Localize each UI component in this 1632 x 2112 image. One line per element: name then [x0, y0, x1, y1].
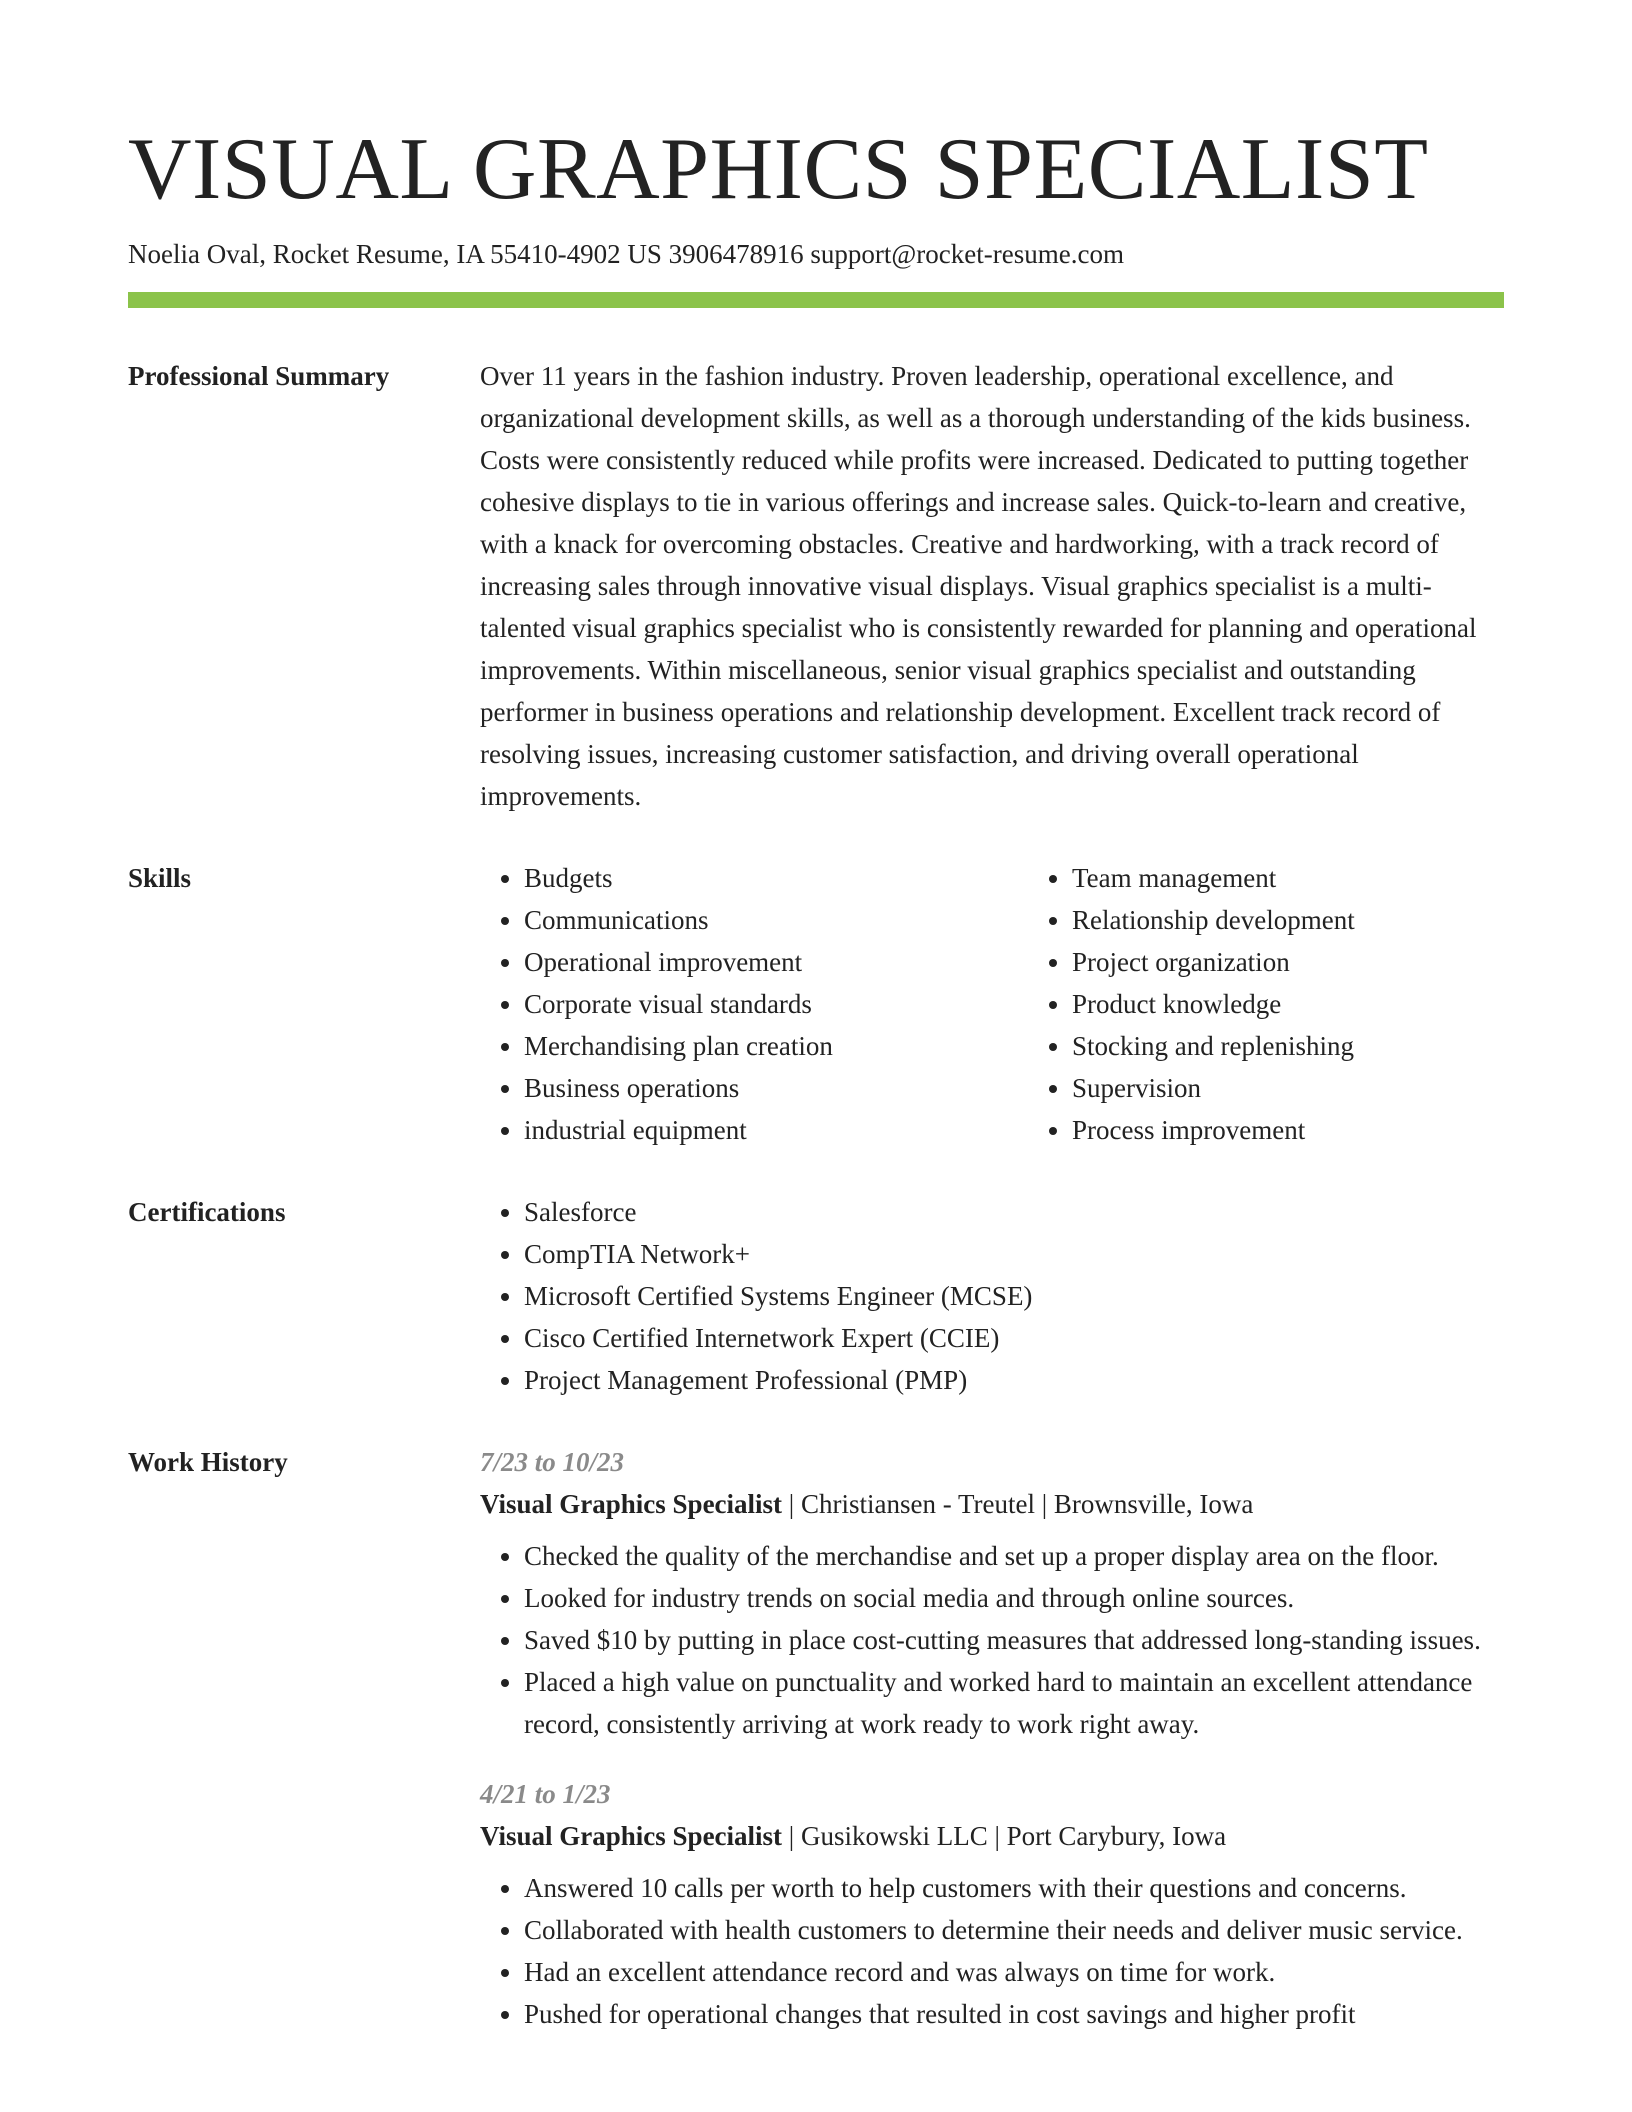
- skill-item: • Supervision: [1072, 1067, 1576, 1109]
- certifications-list: [480, 1191, 1504, 1401]
- skill-item: • Relationship development: [1072, 899, 1576, 941]
- skill-item: • Corporate visual standards: [524, 983, 1028, 1025]
- section-label-summary: Professional Summary: [128, 361, 390, 391]
- job-entry: [480, 1773, 1504, 2035]
- skill-item: • Business operations: [524, 1067, 1028, 1109]
- job-bullet: • Saved $10 by putting in place cost-cutting measures that addressed long-standing issues.: [524, 1619, 1504, 1661]
- certification-item: • Microsoft Certified Systems Engineer (MCSE): [524, 1275, 1504, 1317]
- work-history-section: [128, 1441, 1504, 2035]
- job-bullet: • Pushed for operational changes that resulted in cost savings and higher profit: [524, 1993, 1504, 2035]
- job-bullet: • Had an excellent attendance record and was always on time for work.: [524, 1951, 1504, 1993]
- skill-item: • Project organization: [1072, 941, 1576, 983]
- job-heading: [480, 1483, 1504, 1525]
- certification-item: • Cisco Certified Internetwork Expert (CCIE): [524, 1317, 1504, 1359]
- certification-item: • Project Management Professional (PMP): [524, 1359, 1504, 1401]
- skill-item: • Budgets: [524, 857, 1028, 899]
- summary-section: [128, 355, 1504, 817]
- skill-item: • Process improvement: [1072, 1109, 1576, 1151]
- job-bullet: • Looked for industry trends on social media and through online sources.: [524, 1577, 1504, 1619]
- job-bullet: • Placed a high value on punctuality and worked hard to maintain an excellent attendance record, consistently arriving at work ready to work right away.: [524, 1661, 1504, 1745]
- job-details: | Christiansen - Treutel | Brownsville, Iowa: [782, 1489, 1254, 1519]
- job-bullet: • Answered 10 calls per worth to help customers with their questions and concerns.: [524, 1867, 1504, 1909]
- skills-list-right: [1028, 857, 1576, 1151]
- job-bullet: • Collaborated with health customers to determine their needs and deliver music service.: [524, 1909, 1504, 1951]
- certification-item: • Salesforce: [524, 1191, 1504, 1233]
- job-bullets: [480, 1535, 1504, 1745]
- resume-page: [128, 0, 1504, 2035]
- job-title: Visual Graphics Specialist: [480, 1821, 783, 1851]
- job-details: | Gusikowski LLC | Port Carybury, Iowa: [782, 1821, 1227, 1851]
- skill-item: • Operational improvement: [524, 941, 1028, 983]
- certification-item: • CompTIA Network+: [524, 1233, 1504, 1275]
- contact-line: Noelia Oval, Rocket Resume, IA 55410-4902 US 3906478916 support@rocket-resume.com: [128, 239, 1124, 269]
- job-bullet: • Checked the quality of the merchandise and set up a proper display area on the floor.: [524, 1535, 1504, 1577]
- summary-text: Over 11 years in the fashion industry. Proven leadership, operational excellence, and organizational development skills, as well as a thorough understanding of the kids business. Costs were consistently reduced while profits were increased. Dedicated to putting together cohesive displays to tie in various offerings and increase sales. Quick-to-learn and creative, with a knack for overcoming obstacles. Creative and hardworking, with a track record of increasing sales through innovative visual displays. Visual graphics specialist is a multi-talented visual graphics specialist who is consistently rewarded for planning and operational improvements. Within miscellaneous, senior visual graphics specialist and outstanding performer in business operations and relationship development. Excellent track record of resolving issues, increasing customer satisfaction, and driving overall operational improvements.: [480, 361, 1477, 811]
- skill-item: • Communications: [524, 899, 1028, 941]
- skill-item: • Stocking and replenishing: [1072, 1025, 1576, 1067]
- section-label-certifications: Certifications: [128, 1197, 286, 1227]
- job-bullets: [480, 1867, 1504, 2035]
- skill-item: • Merchandising plan creation: [524, 1025, 1028, 1067]
- skill-item: • industrial equipment: [524, 1109, 1028, 1151]
- skill-item: • Product knowledge: [1072, 983, 1576, 1025]
- job-dates: 4/21 to 1/23: [480, 1779, 611, 1809]
- resume-name: VISUAL GRAPHICS SPECIALIST: [128, 121, 1429, 218]
- section-label-work-history: Work History: [128, 1447, 288, 1477]
- section-label-skills: Skills: [128, 863, 192, 893]
- accent-rule: [128, 292, 1504, 308]
- skill-item: • Team management: [1072, 857, 1576, 899]
- job-entry: [480, 1441, 1504, 1745]
- certifications-section: [128, 1191, 1504, 1401]
- skills-section: [128, 857, 1504, 1151]
- job-heading: [480, 1815, 1504, 1857]
- job-dates: 7/23 to 10/23: [480, 1447, 625, 1477]
- skills-list-left: [480, 857, 1028, 1151]
- job-title: Visual Graphics Specialist: [480, 1489, 783, 1519]
